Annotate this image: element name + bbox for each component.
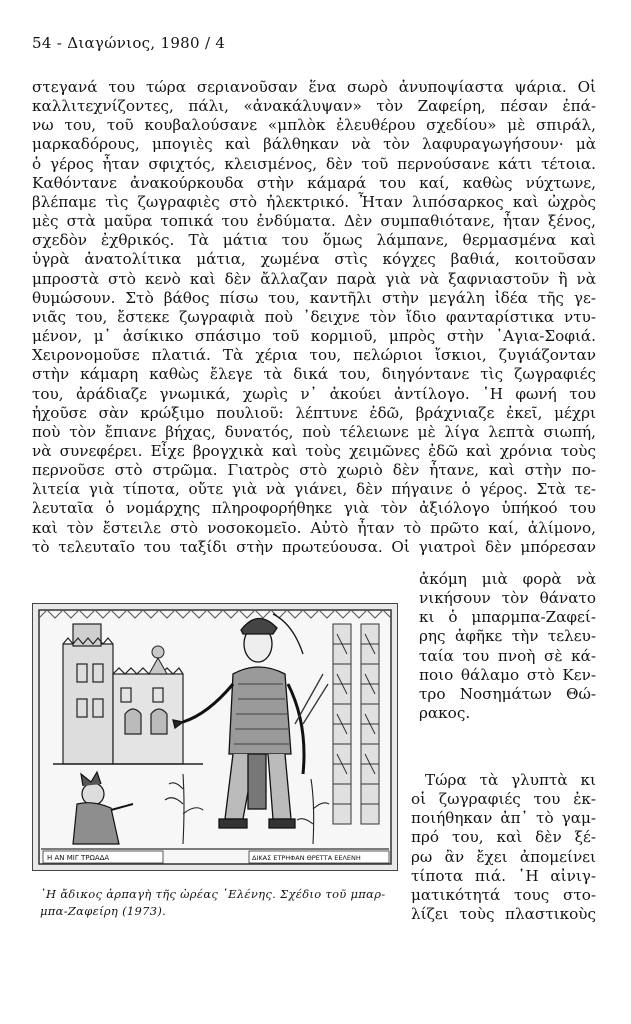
- text-line: μὲς στὰ μαῦρα τοπικά του ἐνδύματα. Δὲν συμπαθιότανε, ἦταν ξένος,: [32, 212, 596, 231]
- text-line: λευταῖα ὁ νομάρχης πληροφορήθηκε γιὰ τὸν ἀξιόλογο ὑπήκοό του: [32, 499, 596, 518]
- text-line: τρο Νοσημάτων Θώ-: [419, 684, 596, 703]
- text-line: λιτεία γιὰ τίποτα, οὔτε γιὰ νὰ γιάνει, δὲν πήγαινε ὁ γέρος. Στὰ τε-: [32, 480, 596, 499]
- caption-line: μπα-Ζαφείρη (1973).: [40, 904, 167, 918]
- text-line: ματικότητά τους στο-: [411, 885, 596, 904]
- text-line: ρω ἂν ἔχει ἀπομείνει: [411, 847, 596, 866]
- text-line: νιᾶς του, ἔστεκε ζωγραφιὰ ποὺ ᾽δειχνε τὸν ἴδιο φανταρίστικα ντυ-: [32, 307, 596, 326]
- text-line: του, ἀράδιαζε γνωμικά, χωρὶς ν᾽ ἀκούει ἀντίλογο. ῾Η φωνή του: [32, 384, 596, 403]
- text-line: ποιήθηκαν ἀπ᾽ τὸ γαμ-: [411, 809, 596, 828]
- inscription-right: ΔΙΚΑΣ ΕΤΡΗΦΑΝ ΘΡΕΤΤΑ ΕΕΛΕΝΗ: [252, 854, 361, 862]
- paragraph-main: [32, 78, 596, 557]
- text-line: Χειρονομοῦσε πλατιά. Τὰ χέρια του, πελώριοι ἴσκιοι, ζυγιάζονταν: [32, 346, 596, 365]
- text-line: πρό του, καὶ δὲν ξέ-: [411, 828, 596, 847]
- text-line: ρης ἀφῆκε τὴν τελευ-: [419, 627, 596, 646]
- text-line: κι ὁ μπαρμπα-Ζαφεί-: [419, 608, 596, 627]
- text-line: μένον, μ᾽ ἀσίκικο σπάσιμο τοῦ κορμιοῦ, μπρὸς στὴν ᾽Αγια-Σοφιά.: [32, 327, 596, 346]
- drawing-abduction-of-helen: [33, 604, 397, 870]
- text-line: τὸ τελευταῖο του ταξίδι στὴν πρωτεύουσα. Οἱ γιατροὶ δὲν μπόρεσαν: [32, 537, 596, 556]
- text-line: Τώρα τὰ γλυπτὰ κι: [425, 771, 596, 789]
- page-header: 54 - Διαγώνιος, 1980 / 4: [32, 34, 226, 52]
- text-line: ἠχοῦσε σὰν κρώξιμο πουλιοῦ: λέπτυνε ἐδῶ, βράχνιαζε ἐκεῖ, μέχρι: [32, 403, 596, 422]
- text-line: ἀκόμη μιὰ φορὰ νὰ: [419, 570, 596, 588]
- text-line: τίποτα πιά. ῾Η αἰνιγ-: [411, 866, 596, 885]
- figure-caption: [40, 886, 398, 920]
- text-line: θυμώσουν. Στὸ βάθος πίσω του, καντῆλι στὴν μεγάλη ἰδέα τῆς γε-: [32, 288, 596, 307]
- text-line: σχεδὸν ἐχθρικός. Τὰ μάτια του ὅμως λάμπανε, θερμασμένα καὶ: [32, 231, 596, 250]
- text-line: στεγανά του τώρα σεριανοῦσαν ἕνα σωρὸ ἀνυποψίαστα ψάρια. Οἱ: [32, 78, 596, 96]
- text-line: ὑγρὰ ἀνατολίτικα μάτια, χωμένα στὶς κόγχες βαθιά, κοιτοῦσαν: [32, 250, 596, 269]
- text-line: περνοῦσε στὸ στρῶμα. Γιατρὸς στὸ χωριὸ δὲν ἦτανε, καὶ στὴν πο-: [32, 461, 596, 480]
- text-line: στὴν κάμαρη καθὼς ἔλεγε τὰ δικά του, διηγόντανε τὶς ζωγραφιές: [32, 365, 596, 384]
- inscription-left: Η ΑΝ ΜΙΓ ΤΡΩΑΔΑ: [47, 854, 110, 862]
- text-line: μπροστὰ στὸ κενὸ καὶ δὲν ἄλλαζαν παρὰ γιὰ νὰ ξαφνιαστοῦν ἢ νὰ: [32, 269, 596, 288]
- text-line: ταία του πνοὴ σὲ κά-: [419, 646, 596, 665]
- text-line: ρακος.: [419, 704, 471, 723]
- text-line: ὁ γέρος ἦταν σφιχτός, κλεισμένος, δὲν τοῦ περνούσανε κάτι τέτοια.: [32, 154, 596, 173]
- text-line: λίζει τοὺς πλαστικοὺς: [411, 905, 596, 924]
- paragraph-side-continuation: [419, 570, 596, 723]
- text-line: ποιο θάλαμο στὸ Κεν-: [419, 665, 596, 684]
- text-line: οἱ ζωγραφιές του ἐκ-: [411, 790, 596, 809]
- text-line: βλέπαμε τὶς ζωγραφιὲς στὸ ἠλεκτρικό. Ἦταν λιπόσαρκος καὶ ὠχρὸς: [32, 192, 596, 211]
- text-line: νικήσουν τὸν θάνατο: [419, 589, 596, 608]
- paragraph-side-new: [411, 771, 596, 924]
- text-line: καὶ τὸν ἔστειλε στὸ νοσοκομεῖο. Αὐτὸ ἦταν τὸ πρῶτο καί, ἀλίμονο,: [32, 518, 596, 537]
- caption-line: ῾Η ἄδικος ἁρπαγὴ τῆς ὡρέας ῾Ελένης. Σχέδιο τοῦ μπαρ-: [40, 887, 386, 901]
- illustration-figure: [32, 603, 398, 871]
- text-line: Καθόντανε ἀνακούρκουδα στὴν κάμαρά του καί, καθὼς νύχτωνε,: [32, 173, 596, 192]
- text-line: νω του, τοῦ κουβαλούσανε «μπλὸκ ἐλευθέρου σχεδίου» μὲ σπιράλ,: [32, 116, 596, 135]
- text-line: καλλιτεχνίζοντες, πάλι, «ἀνακάλυψαν» τὸν Ζαφείρη, πέσαν ἐπά-: [32, 97, 596, 116]
- text-line: ποὺ τὸν ἔπιανε βήχας, δυνατός, ποὺ τέλειωνε μὲ λίγα λεπτὰ σιωπή,: [32, 422, 596, 441]
- text-line: μαρκαδόρους, μπογιὲς καὶ βάλθηκαν νὰ τὸν λαφυραγωγήσουν· μὰ: [32, 135, 596, 154]
- text-line: νὰ συνεφέρει. Εἶχε βρογχικὰ καὶ τοὺς χειμῶνες ἐδῶ καὶ χρόνια τοὺς: [32, 441, 596, 460]
